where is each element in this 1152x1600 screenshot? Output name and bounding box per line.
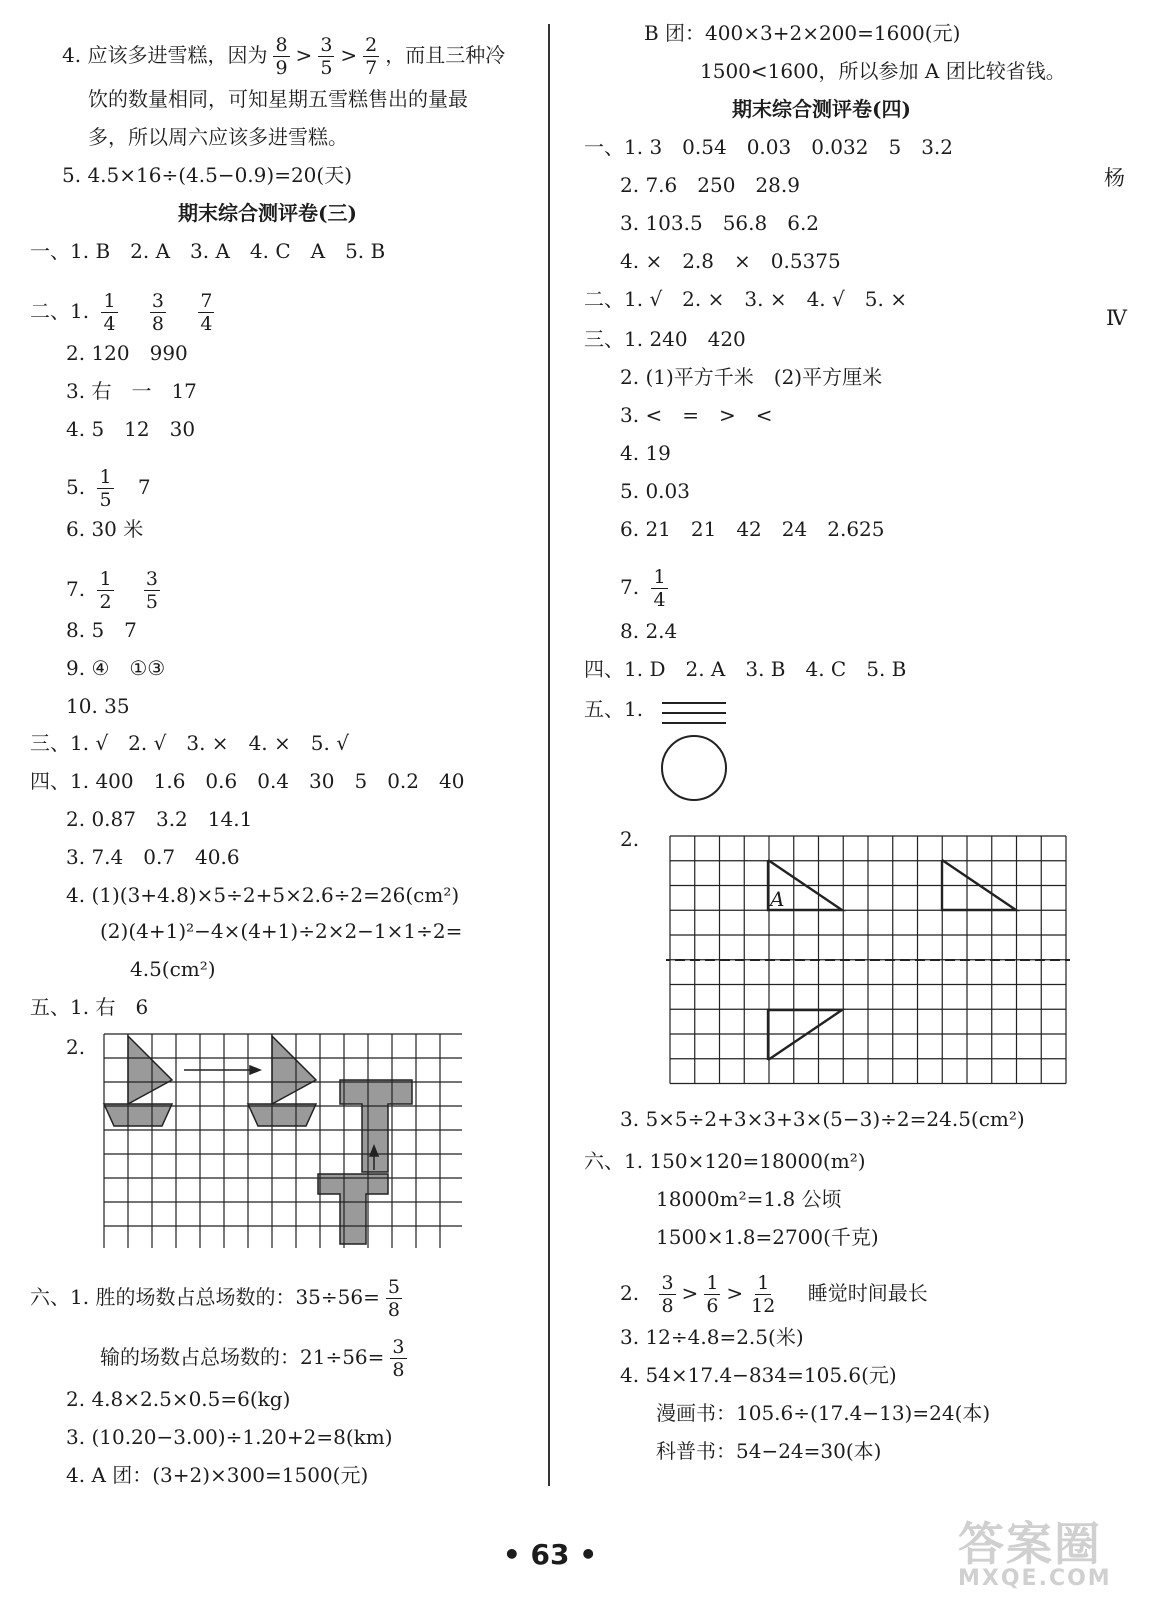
left-s2-7: 7. $\frac{1}{2}$ $\frac{3}{5}$ [66,568,158,613]
right-r3-3: 3. < = > < [620,403,773,427]
side-text-mid: Ⅳ [1106,306,1127,330]
right-r2: 二、1. √ 2. × 3. × 4. √ 5. × [584,287,907,311]
left-s2-5: 5. $\frac{1}{5}$ 7 [66,466,151,511]
left-s4-2: 2. 0.87 3.2 14.1 [66,807,253,831]
right-r1-3: 3. 103.5 56.8 6.2 [620,211,820,235]
fraction: $\frac{3}{5}$ [320,34,333,79]
left-s6-3: 3. (10.20−3.00)÷1.20+2=8(km) [66,1425,393,1449]
fraction: $\frac{2}{7}$ [365,34,378,79]
translation-grid-figure [100,1030,462,1248]
shaded-t-shape [340,1080,412,1172]
section-title-4: 期末综合测评卷(四) [732,97,911,121]
right-r3-8: 8. 2.4 [620,619,678,643]
left-s3: 三、1. √ 2. √ 3. × 4. × 5. √ [30,731,349,755]
arrowhead-right [250,1066,260,1074]
right-r5-1: 五、1. [584,697,644,721]
shaded-triangle [128,1036,172,1104]
left-s6-2: 2. 4.8×2.5×0.5=6(kg) [66,1387,291,1411]
side-text-top: 杨 [1104,166,1125,190]
right-r6-3: 3. 12÷4.8=2.5(米) [620,1325,804,1349]
watermark-logo: 答案圈 MXQE.COM [958,1517,1112,1591]
left-s4-1: 四、1. 400 1.6 0.6 0.4 30 5 0.2 40 [30,769,465,793]
right-r1-1: 一、1. 3 0.54 0.03 0.032 5 3.2 [584,135,954,159]
left-s5-1: 五、1. 右 6 [30,995,149,1019]
symmetry-grid-figure [666,832,1070,1088]
right-r5-3: 3. 5×5÷2+3×3+3×(5−3)÷2=24.5(cm²) [620,1107,1025,1131]
left-s2-6: 6. 30 米 [66,517,144,541]
shaded-trapezoid-moved [248,1104,316,1126]
left-s4-3: 3. 7.4 0.7 40.6 [66,845,240,869]
left-s6-1b: 输的场数占总场数的：21÷56= $\frac{3}{8}$ [100,1336,405,1381]
right-r6-1a: 六、1. 150×120=18000(m²) [584,1149,866,1173]
left-s5-2-label: 2. [66,1035,86,1059]
right-r3-4: 4. 19 [620,441,671,465]
left-s4-4c: 4.5(cm²) [130,957,216,981]
fraction: $\frac{1}{4}$ [653,566,666,611]
fraction: $\frac{7}{4}$ [200,290,213,335]
right-r6-1c: 1500×1.8=2700(千克) [656,1225,879,1249]
right-r1-2: 2. 7.6 250 28.9 [620,173,800,197]
left-q5: 5. 4.5×16÷(4.5−0.9)=20(天) [62,163,352,187]
left-s6-1a: 六、1. 胜的场数占总场数的：35÷56= $\frac{5}{8}$ [30,1276,400,1321]
right-r3-1: 三、1. 240 420 [584,327,746,351]
right-r3-2: 2. (1)平方千米 (2)平方厘米 [620,365,883,389]
shaded-trapezoid [104,1104,172,1126]
circle-shape [662,736,726,800]
fraction: $\frac{1}{12}$ [751,1272,776,1317]
fraction: $\frac{3}{8}$ [661,1272,674,1317]
left-s4-4a: 4. (1)(3+4.8)×5÷2+5×2.6÷2=26(cm²) [66,883,460,907]
triangle-reflected [768,1010,842,1060]
left-s4-4b: (2)(4+1)²−4×(4+1)÷2×2−1×1÷2= [100,919,463,943]
right-r3-5: 5. 0.03 [620,479,690,503]
left-s1: 一、1. B 2. A 3. A 4. C A 5. B [30,239,386,263]
left-q4-line3: 多，所以周六应该多进雪糕。 [88,125,348,149]
triangle-label-a: A [770,887,785,911]
fraction: $\frac{1}{6}$ [706,1272,719,1317]
right-r6-1b: 18000m²=1.8 公顷 [656,1187,842,1211]
right-r5-2-label: 2. [620,827,640,851]
fraction: $\frac{1}{4}$ [103,290,116,335]
right-r6-4c: 科普书：54−24=30(本) [656,1439,882,1463]
right-r6-2: 2. $\frac{3}{8}$ > $\frac{1}{6}$ > $\frac{1}{12}$ 睡觉时间最长 [620,1272,928,1317]
right-r3-6: 6. 21 21 42 24 2.625 [620,517,885,541]
column-divider [548,24,550,1486]
left-q4-line2: 饮的数量相同，可知星期五雪糕售出的量最 [88,87,468,111]
section-title-3: 期末综合测评卷(三) [178,201,357,225]
left-s2-9: 9. ④ ①③ [66,656,166,680]
right-r1-4: 4. × 2.8 × 0.5375 [620,249,841,273]
right-b-team: B 团：400×3+2×200=1600(元) [644,21,961,45]
fraction: $\frac{1}{2}$ [99,568,112,613]
right-r6-4b: 漫画书：105.6÷(17.4−13)=24(本) [656,1401,991,1425]
fraction: $\frac{3}{5}$ [145,568,158,613]
fraction: $\frac{3}{8}$ [392,1336,405,1381]
left-s2-10: 10. 35 [66,694,130,718]
right-compare: 1500<1600，所以参加 A 团比较省钱。 [700,59,1066,83]
left-s2-2: 2. 120 990 [66,341,188,365]
fraction: $\frac{5}{8}$ [387,1276,400,1321]
fraction: $\frac{3}{8}$ [151,290,164,335]
right-r3-7: 7. $\frac{1}{4}$ [620,566,666,611]
shaded-t-shape-lower [318,1174,388,1244]
three-lines-and-circle-figure [658,698,738,806]
fraction: $\frac{8}{9}$ [275,34,288,79]
right-r4: 四、1. D 2. A 3. B 4. C 5. B [584,657,907,681]
page-number: • 63 • [502,1538,598,1571]
left-s6-4: 4. A 团：(3+2)×300=1500(元) [66,1463,369,1487]
right-r6-4: 4. 54×17.4−834=105.6(元) [620,1363,897,1387]
left-s2-4: 4. 5 12 30 [66,417,196,441]
left-s2-1: 二、1. $\frac{1}{4}$ $\frac{3}{8}$ $\frac{7}{4}$ [30,290,213,335]
fraction: $\frac{1}{5}$ [99,466,112,511]
shaded-triangle-moved [272,1036,316,1104]
left-q4-line1: 4. 应该多进雪糕，因为 $\frac{8}{9}$ > $\frac{3}{5}$ > $\frac{2}{7}$ ，而且三种冷 [62,34,506,79]
left-s2-8: 8. 5 7 [66,618,137,642]
left-s2-3: 3. 右 一 17 [66,379,197,403]
